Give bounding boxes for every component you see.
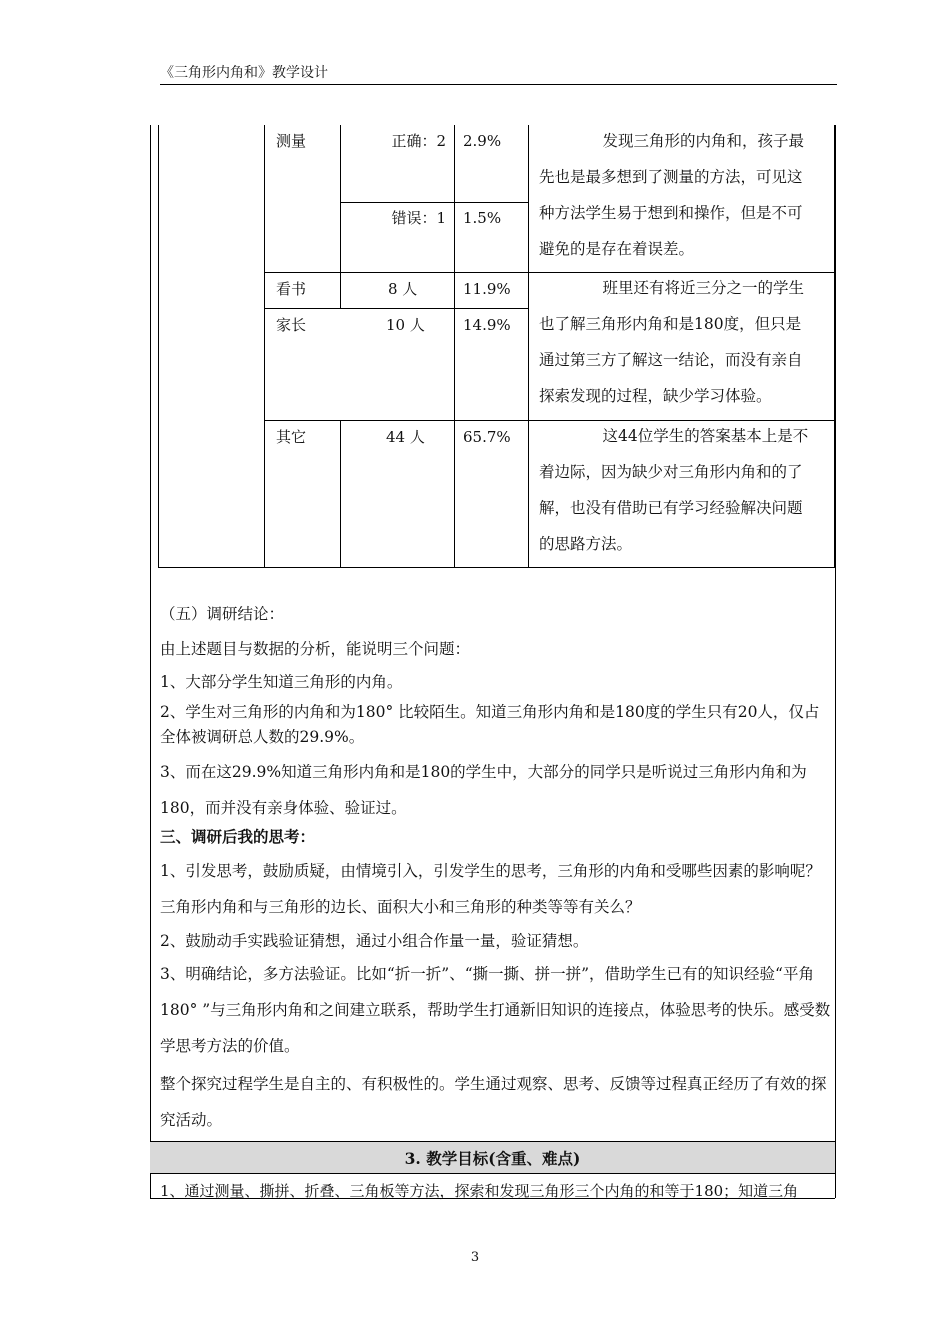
survey-table bbox=[158, 125, 835, 568]
comment-cell: 班里还有将近三分之一的学生也了解三角形内角和是180度，但只是通过第三方了解这一结论，而没有亲自探索发现的过程，缺少学习体验。 bbox=[539, 279, 805, 405]
percent-cell: 65.7% bbox=[463, 428, 511, 446]
frame-right-border bbox=[835, 125, 836, 1198]
method-cell: 看书 bbox=[276, 280, 307, 298]
percent-cell: 2.9% bbox=[463, 132, 502, 150]
reflection-heading: 三、调研后我的思考： bbox=[160, 827, 316, 846]
header-rule bbox=[160, 84, 837, 85]
method-cell: 家长 bbox=[276, 316, 307, 334]
percent-cell: 14.9% bbox=[463, 316, 511, 334]
comment-cell: 发现三角形的内角和，孩子最先也是最多想到了测量的方法，可见这种方法学生易于想到和操作，但是不可避免的是存在着误差。 bbox=[539, 132, 805, 258]
conclusion-item: 1、大部分学生知道三角形的内角。 bbox=[160, 673, 403, 691]
method-cell: 其它 bbox=[276, 428, 307, 446]
table-divider bbox=[264, 308, 528, 309]
table-divider bbox=[340, 202, 528, 203]
frame-left-border bbox=[150, 125, 151, 1198]
reflection-item: 1、引发思考，鼓励质疑，由情境引入，引发学生的思考，三角形的内角和受哪些因素的影响呢？三角形内角和与三角形的边长、面积大小和三角形的种类等等有关么？ bbox=[160, 862, 821, 916]
objectives-line: 1、通过测量、撕拼、折叠、三角板等方法，探索和发现三角形三个内角的和等于180；知道三角 bbox=[160, 1182, 799, 1200]
table-border-right bbox=[834, 125, 835, 568]
reflection-item: 2、鼓励动手实践验证猜想，通过小组合作量一量，验证猜想。 bbox=[160, 932, 589, 950]
table-divider bbox=[340, 420, 341, 568]
count-cell: 10 人 bbox=[386, 316, 425, 334]
conclusion-item: 3、而在这29.9%知道三角形内角和是180的学生中，大部分的同学只是听说过三角形内角和为180，而并没有亲身体验、验证过。 bbox=[160, 763, 807, 817]
table-border-bottom bbox=[158, 567, 835, 568]
table-divider bbox=[264, 125, 265, 568]
count-cell: 错误：1 bbox=[391, 209, 446, 227]
percent-cell: 11.9% bbox=[463, 280, 511, 298]
conclusion-heading: （五）调研结论： bbox=[160, 605, 285, 623]
reflection-item: 整个探究过程学生是自主的、有积极性的。学生通过观察、思考、反馈等过程真正经历了有效的探究活动。 bbox=[160, 1075, 827, 1129]
conclusion-item: 2、学生对三角形的内角和为180° 比较陌生。知道三角形内角和是180度的学生只有20人，仅占全体被调研总人数的29.9%。 bbox=[160, 703, 820, 746]
count-cell: 正确：2 bbox=[391, 132, 446, 150]
objectives-title: 3. 教学目标(含重、难点) bbox=[404, 1149, 581, 1168]
count-cell: 8 人 bbox=[388, 280, 418, 298]
reflection-item: 3、明确结论，多方法验证。比如“折一折”、“撕一撕、拼一拼”，借助学生已有的知识经验“平角180° ”与三角形内角和之间建立联系，帮助学生打通新旧知识的连接点，体验思考的快乐。感受数学思考方法的价值。 bbox=[160, 965, 831, 1055]
method-cell: 测量 bbox=[276, 132, 307, 150]
percent-cell: 1.5% bbox=[463, 209, 502, 227]
section-title-band bbox=[150, 1141, 835, 1174]
document-header-title: 《三角形内角和》教学设计 bbox=[160, 65, 328, 81]
comment-cell: 这44位学生的答案基本上是不着边际，因为缺少对三角形内角和的了解，也没有借助已有学习经验解决问题的思路方法。 bbox=[539, 427, 809, 553]
page-number: 3 bbox=[470, 1250, 480, 1265]
table-border-left bbox=[158, 125, 159, 568]
count-cell: 44 人 bbox=[386, 428, 425, 446]
conclusion-intro: 由上述题目与数据的分析，能说明三个问题： bbox=[160, 640, 471, 658]
table-divider bbox=[454, 125, 455, 568]
table-divider bbox=[528, 125, 529, 568]
